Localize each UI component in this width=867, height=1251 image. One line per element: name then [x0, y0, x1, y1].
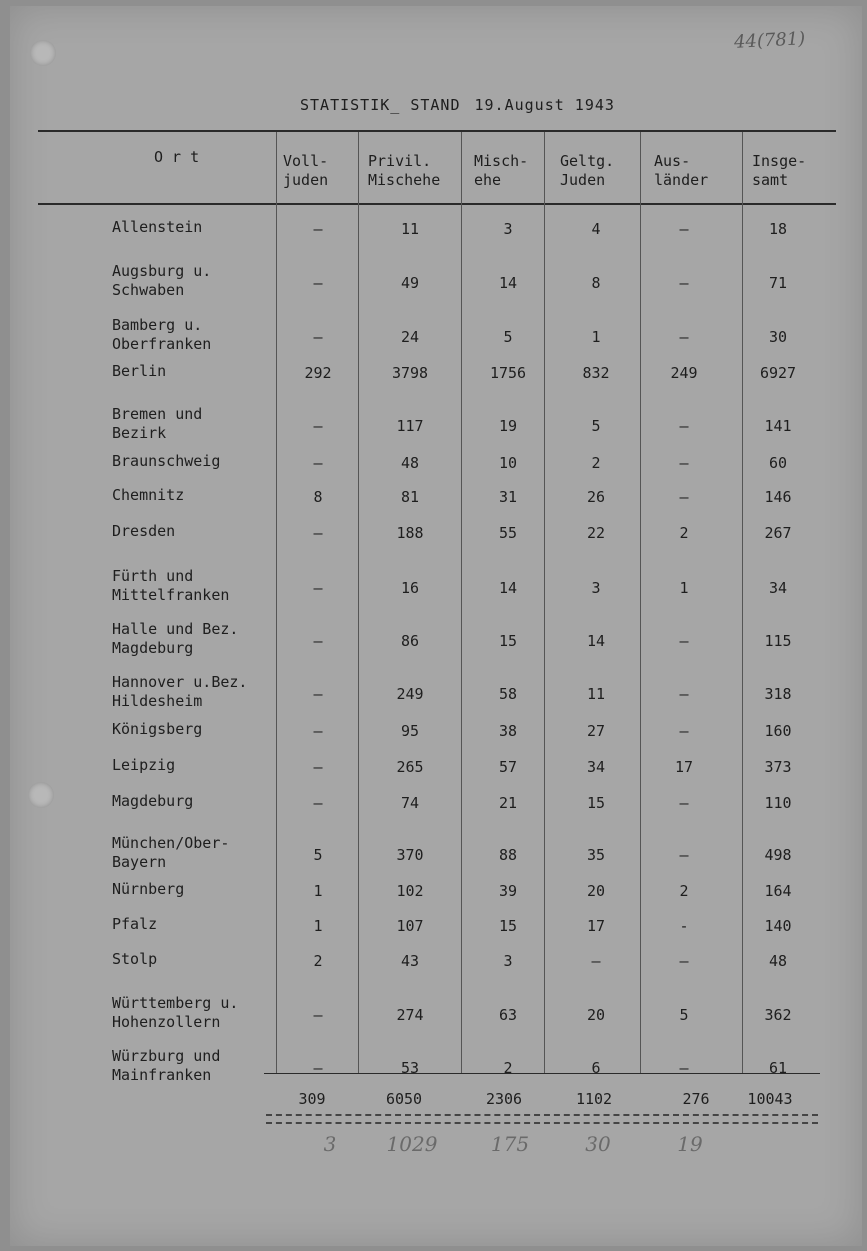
table-cell: — — [679, 632, 689, 650]
place-line1: Würzburg und — [112, 1047, 221, 1065]
pencil-note: 30 — [585, 1132, 611, 1156]
table-cell: 26 — [586, 488, 606, 506]
table-cell: 61 — [768, 1059, 788, 1077]
header-line1: Misch- — [474, 152, 529, 170]
table-cell: — — [679, 1059, 689, 1077]
table-cell: 30 — [768, 328, 788, 346]
table-cell: — — [313, 794, 323, 812]
row-place — [112, 620, 238, 658]
table-cell: 38 — [498, 722, 518, 740]
header-geltg-juden — [560, 152, 614, 190]
header-line2: juden — [283, 171, 329, 189]
punch-hole-top — [30, 40, 56, 66]
table-cell: 249 — [670, 364, 698, 382]
row-place — [112, 316, 211, 354]
table-cell: 1 — [313, 882, 323, 900]
title-date: 19.August 1943 — [474, 96, 615, 114]
row-place — [112, 792, 193, 811]
table-cell: 6 — [591, 1059, 601, 1077]
table-cell: 48 — [768, 952, 788, 970]
place-line1: Berlin — [112, 362, 167, 380]
table-cell: 71 — [768, 274, 788, 292]
table-cell: — — [313, 632, 323, 650]
place-line1: Magdeburg — [112, 792, 194, 810]
table-cell: 14 — [586, 632, 606, 650]
table-cell: 6927 — [759, 364, 797, 382]
row-place — [112, 834, 229, 872]
place-line2: Bezirk — [112, 424, 167, 442]
table-cell: 24 — [400, 328, 420, 346]
place-line1: München/Ober- — [112, 834, 230, 852]
row-place — [112, 915, 157, 934]
pencil-note: 1029 — [386, 1132, 438, 1156]
row-place — [112, 720, 202, 739]
place-line2: Hohenzollern — [112, 1013, 221, 1031]
table-cell: 3798 — [391, 364, 429, 382]
row-place — [112, 452, 220, 471]
place-line1: Bremen und — [112, 405, 203, 423]
table-cell: 17 — [674, 758, 694, 776]
header-bottom-rule — [38, 203, 836, 205]
header-line1: Aus- — [654, 152, 691, 170]
punch-hole-middle — [28, 782, 54, 808]
row-place — [112, 486, 184, 505]
table-cell: 141 — [764, 417, 792, 435]
row-place — [112, 880, 184, 899]
table-cell: — — [679, 274, 689, 292]
table-cell: — — [313, 454, 323, 472]
table-cell: 160 — [764, 722, 792, 740]
row-place — [112, 522, 175, 541]
table-cell: 81 — [400, 488, 420, 506]
table-cell: — — [679, 417, 689, 435]
place-line1: Fürth und — [112, 567, 194, 585]
table-cell: 14 — [498, 274, 518, 292]
table-cell: 1756 — [489, 364, 527, 382]
table-cell: 3 — [591, 579, 601, 597]
table-cell: — — [313, 722, 323, 740]
header-line2: ehe — [474, 171, 502, 189]
table-cell: 16 — [400, 579, 420, 597]
pencil-note: 19 — [677, 1132, 703, 1156]
table-cell: 17 — [586, 917, 606, 935]
table-cell: 49 — [400, 274, 420, 292]
place-line1: Allenstein — [112, 218, 203, 236]
table-cell: 27 — [586, 722, 606, 740]
table-cell: 5 — [503, 328, 513, 346]
place-line1: Pfalz — [112, 915, 158, 933]
table-cell: 14 — [498, 579, 518, 597]
table-cell: 53 — [400, 1059, 420, 1077]
table-cell: 832 — [582, 364, 610, 382]
table-cell: 58 — [498, 685, 518, 703]
table-cell: 15 — [586, 794, 606, 812]
table-top-rule — [38, 130, 836, 132]
table-cell: — — [313, 758, 323, 776]
table-cell: 8 — [313, 488, 323, 506]
table-cell: - — [679, 917, 689, 935]
table-cell: — — [313, 1059, 323, 1077]
table-cell: 370 — [396, 846, 424, 864]
table-cell: — — [313, 685, 323, 703]
table-cell: — — [679, 952, 689, 970]
table-cell: 373 — [764, 758, 792, 776]
table-cell: 15 — [498, 632, 518, 650]
row-place — [112, 950, 157, 969]
table-cell: — — [679, 794, 689, 812]
table-cell: 188 — [396, 524, 424, 542]
table-cell: 4 — [591, 220, 601, 238]
pencil-note: 3 — [323, 1132, 337, 1156]
archive-number: 44(781) — [733, 28, 806, 53]
table-cell: 1 — [313, 917, 323, 935]
table-cell: 2 — [313, 952, 323, 970]
table-cell: 318 — [764, 685, 792, 703]
header-auslaender — [654, 152, 708, 190]
table-cell: 20 — [586, 882, 606, 900]
place-line1: Bamberg u. — [112, 316, 203, 334]
place-line1: Braunschweig — [112, 452, 221, 470]
row-place — [112, 1047, 220, 1085]
table-cell: 18 — [768, 220, 788, 238]
total-mischehe: 2306 — [485, 1090, 523, 1108]
place-line2: Magdeburg — [112, 639, 194, 657]
header-ort — [154, 148, 199, 167]
table-cell: — — [679, 488, 689, 506]
table-cell: 39 — [498, 882, 518, 900]
table-cell: 60 — [768, 454, 788, 472]
table-cell: 249 — [396, 685, 424, 703]
table-cell: 5 — [591, 417, 601, 435]
header-line1: Privil. — [368, 152, 432, 170]
place-line2: Bayern — [112, 853, 167, 871]
header-line2: länder — [654, 171, 709, 189]
table-cell: 5 — [679, 1006, 689, 1024]
table-cell: 1 — [591, 328, 601, 346]
table-cell: 35 — [586, 846, 606, 864]
table-cell: 20 — [586, 1006, 606, 1024]
table-cell: 48 — [400, 454, 420, 472]
header-privil-mischehe — [368, 152, 440, 190]
place-line1: Augsburg u. — [112, 262, 212, 280]
place-line2: Oberfranken — [112, 335, 212, 353]
column-divider — [358, 132, 359, 1073]
header-line1: O r t — [154, 148, 200, 166]
table-cell: 86 — [400, 632, 420, 650]
document-title — [300, 96, 615, 114]
place-line1: Hannover u.Bez. — [112, 673, 248, 691]
table-cell: — — [679, 328, 689, 346]
table-cell: 34 — [768, 579, 788, 597]
place-line1: Chemnitz — [112, 486, 185, 504]
table-cell: 274 — [396, 1006, 424, 1024]
table-cell: — — [679, 722, 689, 740]
table-cell: — — [679, 454, 689, 472]
title-text: STATISTIK_ STAND — [300, 96, 461, 114]
table-cell: 146 — [764, 488, 792, 506]
header-line1: Voll- — [283, 152, 329, 170]
table-cell: 102 — [396, 882, 424, 900]
table-cell: 74 — [400, 794, 420, 812]
table-cell: 5 — [313, 846, 323, 864]
table-cell: 43 — [400, 952, 420, 970]
header-line2: samt — [752, 171, 789, 189]
table-cell: 2 — [503, 1059, 513, 1077]
row-place — [112, 756, 175, 775]
table-cell: — — [313, 1006, 323, 1024]
column-divider — [276, 132, 277, 1073]
table-cell: 292 — [304, 364, 332, 382]
place-line1: Dresden — [112, 522, 176, 540]
table-cell: 10 — [498, 454, 518, 472]
table-cell: 88 — [498, 846, 518, 864]
row-place — [112, 673, 247, 711]
table-cell: 498 — [764, 846, 792, 864]
table-cell: 31 — [498, 488, 518, 506]
table-cell: 2 — [679, 524, 689, 542]
table-cell: 140 — [764, 917, 792, 935]
table-cell: — — [313, 579, 323, 597]
column-divider — [640, 132, 641, 1073]
table-cell: — — [679, 220, 689, 238]
row-place — [112, 218, 202, 237]
table-cell: 267 — [764, 524, 792, 542]
header-mischehe — [474, 152, 528, 190]
header-volljuden — [283, 152, 328, 190]
row-place — [112, 405, 202, 443]
place-line1: Leipzig — [112, 756, 176, 774]
table-cell: — — [313, 220, 323, 238]
place-line2: Mainfranken — [112, 1066, 212, 1084]
table-cell: 265 — [396, 758, 424, 776]
total-volljuden: 309 — [298, 1090, 326, 1108]
table-cell: 3 — [503, 220, 513, 238]
column-divider — [461, 132, 462, 1073]
header-line2: Mischehe — [368, 171, 441, 189]
table-cell: 1 — [679, 579, 689, 597]
place-line1: Halle und Bez. — [112, 620, 239, 638]
table-cell: — — [313, 274, 323, 292]
table-cell: 15 — [498, 917, 518, 935]
table-cell: 95 — [400, 722, 420, 740]
table-cell: 115 — [764, 632, 792, 650]
table-cell: — — [313, 417, 323, 435]
header-line1: Insge- — [752, 152, 807, 170]
table-cell: 3 — [503, 952, 513, 970]
table-cell: — — [679, 685, 689, 703]
row-place — [112, 362, 166, 381]
table-cell: 11 — [400, 220, 420, 238]
place-line1: Stolp — [112, 950, 158, 968]
table-cell: 2 — [591, 454, 601, 472]
header-insgesamt — [752, 152, 806, 190]
table-cell: 11 — [586, 685, 606, 703]
pencil-note: 175 — [490, 1132, 530, 1156]
table-cell: 8 — [591, 274, 601, 292]
table-cell: 21 — [498, 794, 518, 812]
table-cell: 117 — [396, 417, 424, 435]
table-cell: 19 — [498, 417, 518, 435]
header-line2: Juden — [560, 171, 606, 189]
row-place — [112, 262, 211, 300]
table-cell: — — [313, 328, 323, 346]
table-cell: 55 — [498, 524, 518, 542]
table-cell: 110 — [764, 794, 792, 812]
place-line1: Königsberg — [112, 720, 203, 738]
place-line2: Schwaben — [112, 281, 185, 299]
table-cell: — — [591, 952, 601, 970]
place-line2: Mittelfranken — [112, 586, 230, 604]
place-line1: Württemberg u. — [112, 994, 239, 1012]
total-auslaender: 276 — [682, 1090, 710, 1108]
double-underline — [266, 1114, 818, 1124]
table-cell: 164 — [764, 882, 792, 900]
table-cell: 57 — [498, 758, 518, 776]
table-cell: 22 — [586, 524, 606, 542]
table-cell: 63 — [498, 1006, 518, 1024]
table-cell: 362 — [764, 1006, 792, 1024]
total-insgesamt: 10043 — [747, 1090, 793, 1108]
table-cell: — — [679, 846, 689, 864]
row-place — [112, 994, 238, 1032]
total-geltg-juden: 1102 — [575, 1090, 613, 1108]
table-cell: — — [313, 524, 323, 542]
table-cell: 2 — [679, 882, 689, 900]
place-line1: Nürnberg — [112, 880, 185, 898]
table-cell: 107 — [396, 917, 424, 935]
place-line2: Hildesheim — [112, 692, 203, 710]
table-cell: 34 — [586, 758, 606, 776]
total-privil-mischehe: 6050 — [385, 1090, 423, 1108]
header-line1: Geltg. — [560, 152, 615, 170]
row-place — [112, 567, 229, 605]
